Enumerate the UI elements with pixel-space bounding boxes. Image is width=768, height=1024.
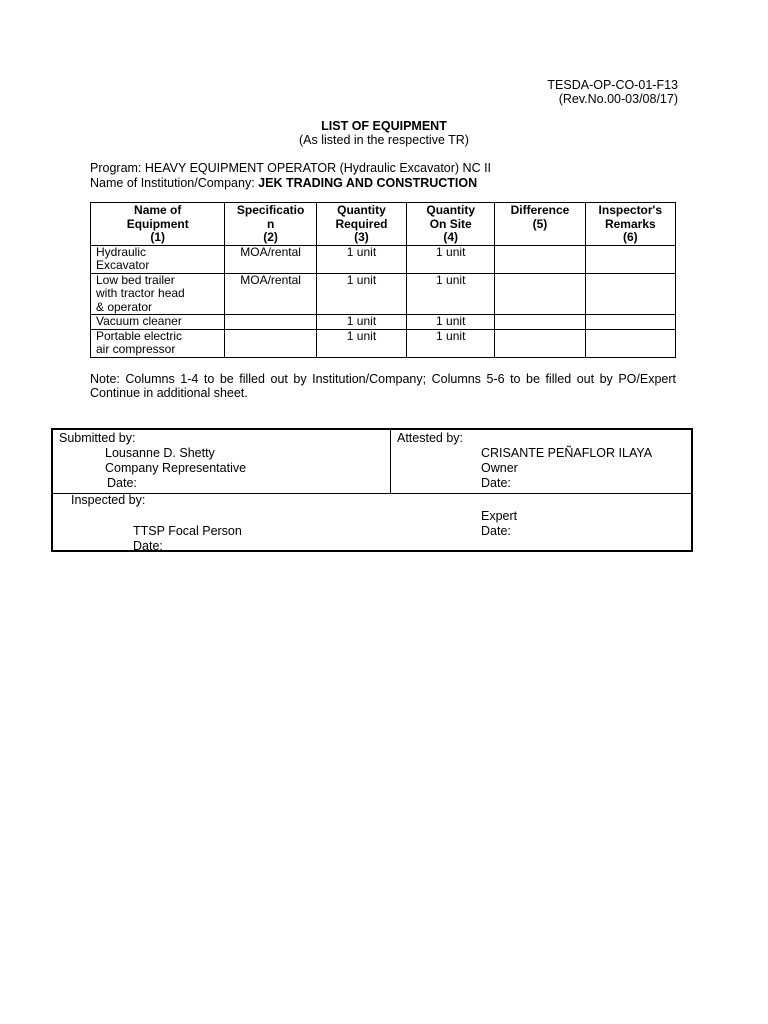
form-code-block: [547, 78, 678, 106]
header-inspectors-remarks: Inspector's Remarks (6): [585, 203, 675, 246]
remarks-cell: [585, 329, 675, 357]
program-info: [90, 161, 491, 191]
table-row: [91, 245, 676, 273]
submitted-by-label: Submitted by:: [59, 431, 136, 445]
quantity-required-cell: 1 unit: [316, 315, 406, 330]
note-text: Note: Columns 1-4 to be filled out by Institution/Company; Columns 5-6 to be filled out by PO/Expert Continue in additional sheet.: [90, 372, 676, 400]
equipment-name: Hydraulic Excavator: [91, 245, 225, 273]
form-code: TESDA-OP-CO-01-F13: [547, 78, 678, 92]
table-row: [91, 315, 676, 330]
program-value: HEAVY EQUIPMENT OPERATOR (Hydraulic Excavator) NC II: [144, 161, 492, 175]
inspected-by-label: Inspected by:: [71, 493, 146, 507]
quantity-on-site-cell: 1 unit: [407, 245, 495, 273]
attested-role: Owner: [481, 461, 518, 475]
revision-number: (Rev.No.00-03/08/17): [558, 92, 678, 106]
equipment-name: Portable electric air compressor: [91, 329, 225, 357]
expert-date-label: Date:: [481, 524, 511, 538]
remarks-cell: [585, 315, 675, 330]
table-row: [91, 273, 676, 315]
submitted-name: Lousanne D. Shetty: [105, 446, 215, 460]
institution-value: JEK TRADING AND CONSTRUCTION: [258, 176, 478, 190]
equipment-name: Low bed trailer with tractor head & operator: [91, 273, 225, 315]
institution-label: Name of Institution/Company:: [90, 176, 255, 190]
signature-box: [51, 428, 693, 552]
expert-role: Expert: [481, 509, 518, 523]
document-subtitle: (As listed in the respective TR): [299, 133, 469, 147]
table-header-row: [91, 203, 676, 246]
specification-cell: MOA/rental: [225, 245, 316, 273]
quantity-on-site-cell: 1 unit: [407, 329, 495, 357]
attested-by-label: Attested by:: [397, 431, 464, 445]
header-name-of-equipment: Name of Equipment (1): [91, 203, 225, 246]
difference-cell: [495, 315, 585, 330]
ttsp-date-label: Date:: [133, 539, 163, 553]
submitted-role: Company Representative: [105, 461, 247, 475]
header-quantity-on-site: Quantity On Site (4): [407, 203, 495, 246]
ttsp-role: TTSP Focal Person: [133, 524, 242, 538]
institution-line: [90, 176, 491, 191]
remarks-cell: [585, 273, 675, 315]
program-line: [90, 161, 491, 176]
specification-cell: [225, 315, 316, 330]
equipment-table: [90, 202, 676, 358]
difference-cell: [495, 329, 585, 357]
difference-cell: [495, 273, 585, 315]
quantity-on-site-cell: 1 unit: [407, 315, 495, 330]
difference-cell: [495, 245, 585, 273]
remarks-cell: [585, 245, 675, 273]
quantity-required-cell: 1 unit: [316, 273, 406, 315]
document-title: LIST OF EQUIPMENT: [321, 119, 447, 133]
equipment-name: Vacuum cleaner: [91, 315, 225, 330]
submitted-date-label: Date:: [107, 476, 137, 490]
quantity-required-cell: 1 unit: [316, 245, 406, 273]
header-difference: Difference (5): [495, 203, 585, 246]
attested-name: CRISANTE PEÑAFLOR ILAYA: [481, 446, 653, 460]
program-label: Program:: [90, 161, 142, 175]
attested-date-label: Date:: [481, 476, 511, 490]
title-block: [0, 119, 768, 147]
quantity-required-cell: 1 unit: [316, 329, 406, 357]
header-quantity-required: Quantity Required (3): [316, 203, 406, 246]
specification-cell: [225, 329, 316, 357]
table-row: [91, 329, 676, 357]
header-specification: Specificatio n (2): [225, 203, 316, 246]
signature-divider: [390, 430, 391, 493]
quantity-on-site-cell: 1 unit: [407, 273, 495, 315]
specification-cell: MOA/rental: [225, 273, 316, 315]
